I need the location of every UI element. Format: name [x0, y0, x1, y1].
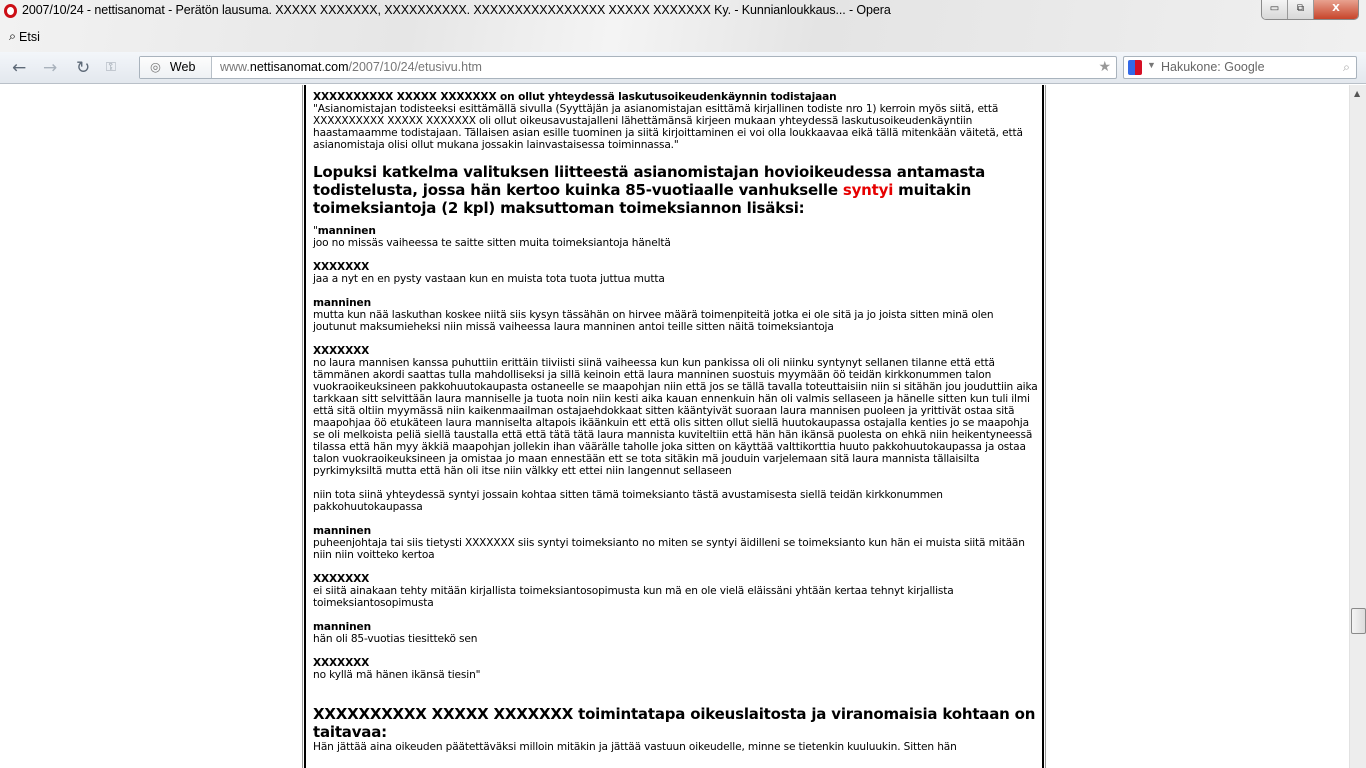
dialogue-continuation: niin tota siinä yhteydessä syntyi jossain kohtaa sitten tämä toimeksianto tästä avustamisesta siellä teidän kirkkonummen pakkohuutokaupassa [313, 489, 943, 513]
speaker-label: manninen [313, 621, 371, 633]
vertical-scrollbar[interactable] [1349, 85, 1366, 768]
intro-heading: XXXXXXXXXX XXXXX XXXXXXX on ollut yhteydessä laskutusoikeudenkäynnin todistajaan [313, 91, 837, 103]
speaker-text: mutta kun nää laskuthan koskee niitä siis kysyn tässähän on hirvee määrä toimenpiteitä jotka ei ole sitä ja jo joista sitten minä olen joutunut maksumieheksi niin missä vaiheessa laura manninen antoi teille sitten näitä toimeksiantoja [313, 309, 994, 333]
speaker-label: XXXXXXX [313, 657, 370, 669]
article-content [313, 91, 1039, 765]
scrollbar-thumb[interactable] [1351, 608, 1366, 634]
heading-highlight: syntyi [842, 181, 894, 199]
search-placeholder: Hakukone: Google [1161, 60, 1265, 74]
key-icon[interactable]: ⚿ [106, 60, 116, 75]
speaker-text: no laura mannisen kanssa puhuttiin erittäin tiiviisti siinä vaiheessa kun kun pankissa oli oli niinku syntynyt sellanen tilanne että että tämmänen akordi saattas tulla mahdolliseksi ja sillä keinoin että laura manninen suostuis myymään öö teidän kirkkonummen talon vuokraoikeuksineen pakkohuutokaupasta ostaneelle se maapohjan niin että jos se tällä tavalla toteuttaisiin niin si sitähän jou jouduttiin aika tarkkaan sitt selvittään laura manniselle ja tuota noin niin kesti aika kauan ennenkuin hän oli valmis sellaseen ja hänelle sitten kun tuli ilmi että sitä oltiin myymässä niin kaikenmaailman ostajaehdokkaat sitten kääntyivät suoraan laura mannisen puoleen ja yrittivät ostaa sitä maapohjaa öö etukäteen laura manniselta altapois ikäänkuin ett että olis sitten ollut siellä huutokaupassa ostajalla kenties jo se maapohja se oli melkoista peliä siellä taustalla että että tätä tätä laura mannista kuviteltiin että hän hän ikänsä puolesta on ehkä niin heikentyneessä tilassa että hän myy äkkiä maapohjan jollekin ihan väärälle taholle joka sitten on käyttää valttikorttia huuto pakkohuutokaupassa ja ostaa talon vuokraoikeuksineen ja omistaa jo maan ennestään ett se tota sitäkin mä jouduin varjelemaan sitä laura mannista tällaisilta pyrkimyksiltä mutta että hän oli itse niin välkky ett ettei niin langennut sellaseen [313, 357, 1038, 477]
speaker-name [313, 657, 1039, 669]
speaker-name [313, 345, 1039, 357]
open-quote: " [313, 225, 318, 237]
bookmark-star-icon[interactable]: ★ [1098, 59, 1111, 75]
back-icon[interactable]: ← [12, 58, 27, 78]
dialogue-entry [313, 345, 1039, 477]
speaker-text: puheenjohtaja tai siis tietysti XXXXXXX siis syntyi toimeksianto no miten se syntyi äidilleni se toimeksianto kun hän ei muista siitä mitään niin niin voitteko kertoa [313, 537, 1025, 561]
speaker-text: no kyllä mä hänen ikänsä tiesin" [313, 669, 481, 681]
dialogue-entry [313, 573, 1039, 609]
speaker-text: ei siitä ainakaan tehty mitään kirjallista toimeksiantosopimusta kun mä en ole vielä eläissäni yhtään kertaa tehnyt kirjallista toimeksiantosopimusta [313, 585, 954, 609]
speaker-text: jaa a nyt en en pysty vastaan kun en muista tota tuota juttua mutta [313, 273, 665, 285]
speaker-name [313, 525, 1039, 537]
dialogue-entry [313, 525, 1039, 561]
url-domain: nettisanomat.com [249, 60, 349, 74]
speaker-name [313, 621, 1039, 633]
section-heading [313, 163, 1039, 217]
search-engine-field[interactable] [1123, 56, 1357, 79]
speaker-text: hän oli 85-vuotias tiesittekö sen [313, 633, 478, 645]
google-logo-icon[interactable] [1128, 60, 1142, 75]
forward-icon[interactable]: → [43, 58, 58, 78]
magnifier-icon: ⌕ [9, 29, 17, 43]
speaker-label: manninen [313, 297, 371, 309]
chevron-down-icon[interactable]: ▼ [1147, 60, 1156, 70]
opera-logo-icon [4, 4, 17, 18]
intro-text: "Asianomistajan todisteeksi esittämällä sivulla (Syyttäjän ja asianomistajan esittämä kirjallinen todiste nro 1) kerroin myös siitä, että XXXXXXXXXX XXXXX XXXXXXX oli ollut oikeusavustajalleni lähettämänsä kirjeen mukaan yhteydessä laskutusoikeudenkäyntiin haastamaamme todistajaan. Tällaisen asian esille tuominen ja siitä kirjoittaminen ei voi olla loukkaavaa eikä tällä mitenkään väitetä, että asianomistaja olisi ollut mukana jossakin lainvastaisessa toiminnassa." [313, 103, 1023, 151]
reload-icon[interactable]: ↻ [76, 58, 91, 78]
url-path: /2007/10/24/etusivu.htm [348, 60, 482, 74]
dialogue-entry [313, 297, 1039, 333]
section-heading-2: XXXXXXXXXX XXXXX XXXXXXX toimintatapa oikeuslaitosta ja viranomaisia kohtaan on taitavaa: [313, 705, 1036, 741]
dialogue-entry [313, 657, 1039, 681]
speaker-label: manninen [313, 525, 371, 537]
search-menu-button[interactable] [9, 29, 40, 44]
dialogue-transcript [313, 225, 1039, 681]
dialogue-entry [313, 261, 1039, 285]
intro-paragraph [313, 91, 1039, 151]
speaker-label: manninen [317, 225, 376, 237]
title-bar [0, 0, 1366, 52]
speaker-name [313, 297, 1039, 309]
speaker-label: XXXXXXX [313, 345, 370, 357]
web-label: Web [169, 60, 196, 74]
close-button[interactable]: X [1314, 0, 1358, 19]
speaker-text: joo no missäs vaiheessa te saitte sitten muita toimeksiantoja häneltä [313, 237, 671, 249]
scroll-up-icon[interactable]: ▲ [1354, 89, 1361, 98]
window-title: 2007/10/24 - nettisanomat - Perätön lausuma. XXXXX XXXXXXX, XXXXXXXXXX. XXXXXXXXXXXXXXXX XXXXX XXXXXXX Ky. - Kunnianloukkaus... - Opera [22, 3, 891, 17]
search-icon[interactable]: ⌕ [1342, 60, 1350, 74]
speaker-label: XXXXXXX [313, 573, 370, 585]
dialogue-entry [313, 621, 1039, 645]
url-host: www. [220, 60, 250, 74]
speaker-name [313, 225, 1039, 237]
last-paragraph: Hän jättää aina oikeuden päätettäväksi milloin mitäkin ja jättää vastuun oikeudelle, minne se tietenkin kuuluukin. Sitten hän [313, 741, 957, 753]
minimize-button[interactable]: ▭ [1262, 0, 1288, 19]
search-menu-label: Etsi [19, 29, 40, 44]
speaker-name [313, 261, 1039, 273]
article-column [302, 85, 1046, 768]
heading-text: Lopuksi katkelma valituksen liitteestä asianomistajan hovioikeudessa antamasta todistelusta, jossa hän kertoo kuinka 85-vuotiaalle vanhukselle [313, 163, 986, 199]
address-bar[interactable] [139, 56, 1117, 79]
url-text[interactable] [220, 57, 482, 78]
dialogue-entry [313, 225, 1039, 249]
speaker-name [313, 573, 1039, 585]
web-site-info-button[interactable] [140, 57, 212, 78]
globe-icon: ◎ [150, 60, 161, 74]
heading-text-end: muitakin toimeksiantoja (2 kpl) maksuttoman toimeksiannon lisäksi: [313, 181, 972, 217]
restore-button[interactable]: ⧉ [1288, 0, 1314, 19]
page-viewport [0, 85, 1349, 768]
speaker-label: XXXXXXX [313, 261, 370, 273]
